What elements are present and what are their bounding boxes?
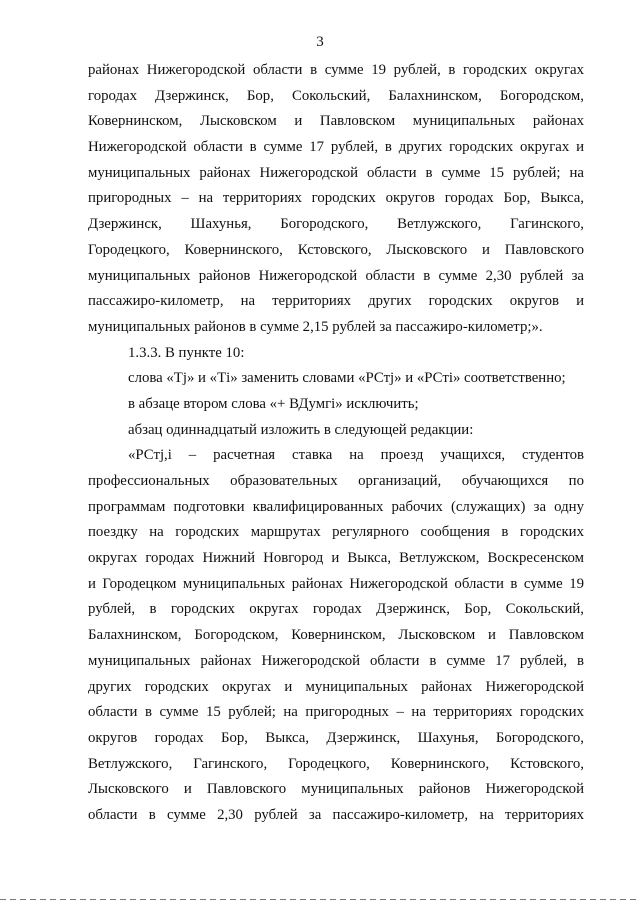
text-line: Нижегородской области в сумме 17 рублей, в других городских округах и xyxy=(88,139,584,156)
text-line: программам подготовки квалифицированных рабочих (служащих) за одну xyxy=(88,498,584,515)
text-line: Лысковского и Павловского муниципальных районов Нижегородской xyxy=(88,781,584,798)
text-line: других городских округах и муниципальных районах Нижегородской xyxy=(88,678,584,695)
text-line: 1.3.3. В пункте 10: xyxy=(128,344,245,361)
text-line: Городецкого, Ковернинского, Кстовского, Лысковского и Павловского xyxy=(88,241,584,258)
text-line: слова «Тj» и «Тi» заменить словами «РСтj» и «РСтi» соответственно; xyxy=(128,370,566,387)
text-line: Балахнинском, Богородском, Ковернинском, Лысковском и Павловском xyxy=(88,627,584,644)
text-line: «РСтj,i – расчетная ставка на проезд учащихся, студентов xyxy=(128,447,584,464)
text-line: муниципальных районов Нижегородской области в сумме 2,30 рублей за xyxy=(88,267,584,284)
text-line: муниципальных районах Нижегородской области в сумме 15 рублей; на xyxy=(88,164,584,181)
text-line: округов городах Бор, Выкса, Дзержинск, Шахунья, Богородского, xyxy=(88,729,584,746)
text-line: области в сумме 15 рублей; на пригородных – на территориях городских xyxy=(88,704,584,721)
text-line: профессиональных образовательных организаций, обучающихся по xyxy=(88,473,584,489)
text-line: Дзержинск, Шахунья, Богородского, Ветлужского, Гагинского, xyxy=(88,216,584,233)
bottom-edge-line xyxy=(0,899,640,900)
body-text xyxy=(88,58,584,829)
text-line: абзац одиннадцатый изложить в следующей редакции: xyxy=(128,421,474,438)
text-line: рублей, в городских округах городах Дзержинск, Бор, Сокольский, xyxy=(88,601,584,618)
text-line: муниципальных районах Нижегородской области в сумме 17 рублей, в xyxy=(88,652,584,669)
text-line: пассажиро-километр, на территориях других городских округов и xyxy=(88,293,584,310)
page-number: 3 xyxy=(316,34,324,50)
text-line: области в сумме 2,30 рублей за пассажиро-километр, на территориях xyxy=(88,806,584,823)
text-line: муниципальных районов в сумме 2,15 рублей за пассажиро-километр;». xyxy=(88,318,543,335)
text-line: пригородных – на территориях городских округов городах Бор, Выкса, xyxy=(88,190,584,207)
text-line: городах Дзержинск, Бор, Сокольский, Балахнинском, Богородском, xyxy=(88,87,584,104)
text-line: в абзаце втором слова «+ ВДумгi» исключить; xyxy=(128,395,419,412)
text-line: округах городах Нижний Новгород и Выкса, Ветлужском, Воскресенском xyxy=(88,550,584,567)
text-line: Ветлужского, Гагинского, Городецкого, Ковернинского, Кстовского, xyxy=(88,755,584,772)
text-line: районах Нижегородской области в сумме 19 рублей, в городских округах xyxy=(88,62,584,78)
text-line: Ковернинском, Лысковском и Павловском муниципальных районах xyxy=(88,113,584,130)
text-line: и Городецком муниципальных районах Нижегородской области в сумме 19 xyxy=(88,575,584,592)
text-line: поездку на городских маршрутах регулярного сообщения в городских xyxy=(88,524,584,541)
